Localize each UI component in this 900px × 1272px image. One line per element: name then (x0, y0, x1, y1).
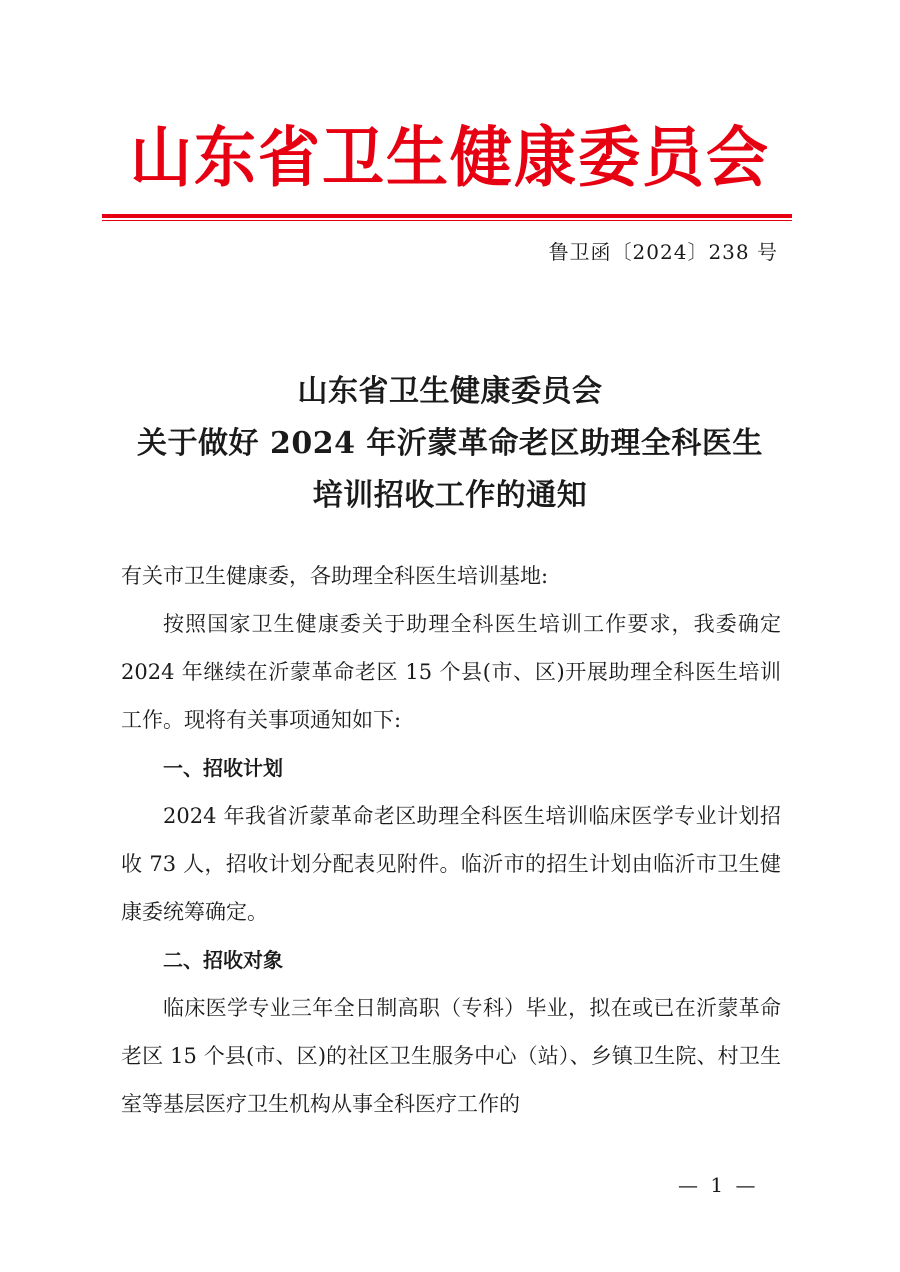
section-heading-enrollment-target: 二、招收对象 (163, 948, 283, 972)
red-header-rule-thick (102, 214, 792, 218)
title-line-3: 培训招收工作的通知 (312, 478, 588, 513)
document-body (121, 552, 781, 1128)
title-line-2: 关于做好 2024 年沂蒙革命老区助理全科医生 (137, 426, 763, 461)
enrollment-target-paragraph: 临床医学专业三年全日制高职（专科）毕业，拟在或已在沂蒙革命老区 15 个县(市、区)的社区卫生服务中心（站）、乡镇卫生院、村卫生室等基层医疗卫生机构从事全科医疗工作的 (121, 996, 781, 1116)
document-title (0, 366, 900, 522)
section-heading-enrollment-plan: 一、招收计划 (163, 756, 283, 780)
page-number: — 1 — (678, 1173, 759, 1197)
issuing-organization-masthead: 山东省卫生健康委员会 (129, 119, 770, 196)
salutation: 有关市卫生健康委，各助理全科医生培训基地: (121, 564, 549, 588)
red-header-rule-thin (102, 220, 792, 221)
intro-paragraph: 按照国家卫生健康委关于助理全科医生培训工作要求，我委确定 2024 年继续在沂蒙革命老区 15 个县(市、区)开展助理全科医生培训工作。现将有关事项通知如下: (121, 612, 781, 732)
document-number: 鲁卫函〔2024〕238 号 (548, 240, 778, 264)
title-line-1: 山东省卫生健康委员会 (297, 374, 603, 409)
enrollment-plan-paragraph: 2024 年我省沂蒙革命老区助理全科医生培训临床医学专业计划招收 73 人，招收计划分配表见附件。临沂市的招生计划由临沂市卫生健康委统筹确定。 (121, 804, 781, 924)
